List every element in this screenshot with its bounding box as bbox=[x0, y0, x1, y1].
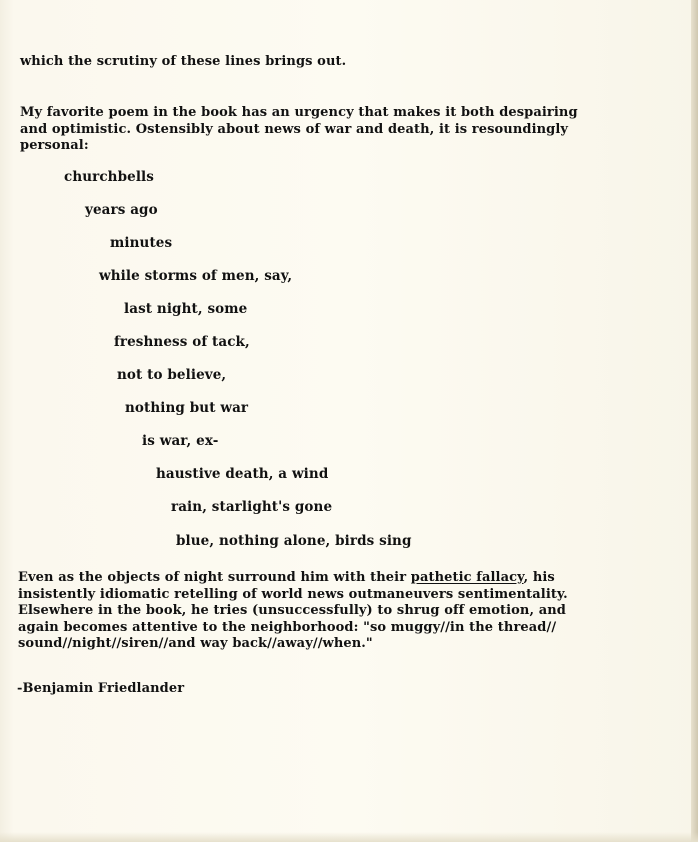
poem-line: haustive death, a wind bbox=[156, 466, 329, 482]
paragraph1-line: and optimistic. Ostensibly about news of war and death, it is resoundingly bbox=[20, 122, 569, 137]
paragraph1-line: personal: bbox=[20, 138, 89, 153]
page-bottom-shade bbox=[0, 832, 698, 842]
poem-line: churchbells bbox=[64, 169, 154, 185]
poem-line: is war, ex- bbox=[142, 433, 219, 449]
poem-line: nothing but war bbox=[125, 400, 249, 416]
paragraph2-line-1 bbox=[18, 570, 555, 585]
poem-line: years ago bbox=[85, 202, 158, 218]
poem-line: while storms of men, say, bbox=[99, 268, 293, 284]
paragraph2-text: , his bbox=[523, 570, 555, 585]
poem-line: last night, some bbox=[124, 301, 248, 317]
poem-line: minutes bbox=[110, 235, 173, 251]
poem-line: rain, starlight's gone bbox=[171, 499, 333, 515]
page-edge bbox=[691, 0, 698, 842]
paragraph2-line-4: again becomes attentive to the neighborhood: "so muggy//in the thread// bbox=[18, 620, 557, 635]
paragraph2-text: Even as the objects of night surround him with their bbox=[18, 570, 411, 585]
paragraph1-line: My favorite poem in the book has an urgency that makes it both despairing bbox=[20, 105, 578, 120]
poem-line: freshness of tack, bbox=[114, 334, 250, 350]
pathetic-fallacy-phrase: pathetic fallacy bbox=[410, 570, 524, 585]
paragraph2-line-2: insistently idiomatic retelling of world news outmaneuvers sentimentality. bbox=[18, 587, 568, 602]
intro-line: which the scrutiny of these lines brings out. bbox=[20, 54, 347, 69]
paragraph2-line-5: sound//night//siren//and way back//away//when." bbox=[18, 636, 373, 651]
author-signature: -Benjamin Friedlander bbox=[17, 681, 185, 696]
poem-line: blue, nothing alone, birds sing bbox=[176, 533, 412, 549]
paragraph2-line-3: Elsewhere in the book, he tries (unsuccessfully) to shrug off emotion, and bbox=[18, 603, 566, 618]
poem-line: not to believe, bbox=[117, 367, 227, 383]
